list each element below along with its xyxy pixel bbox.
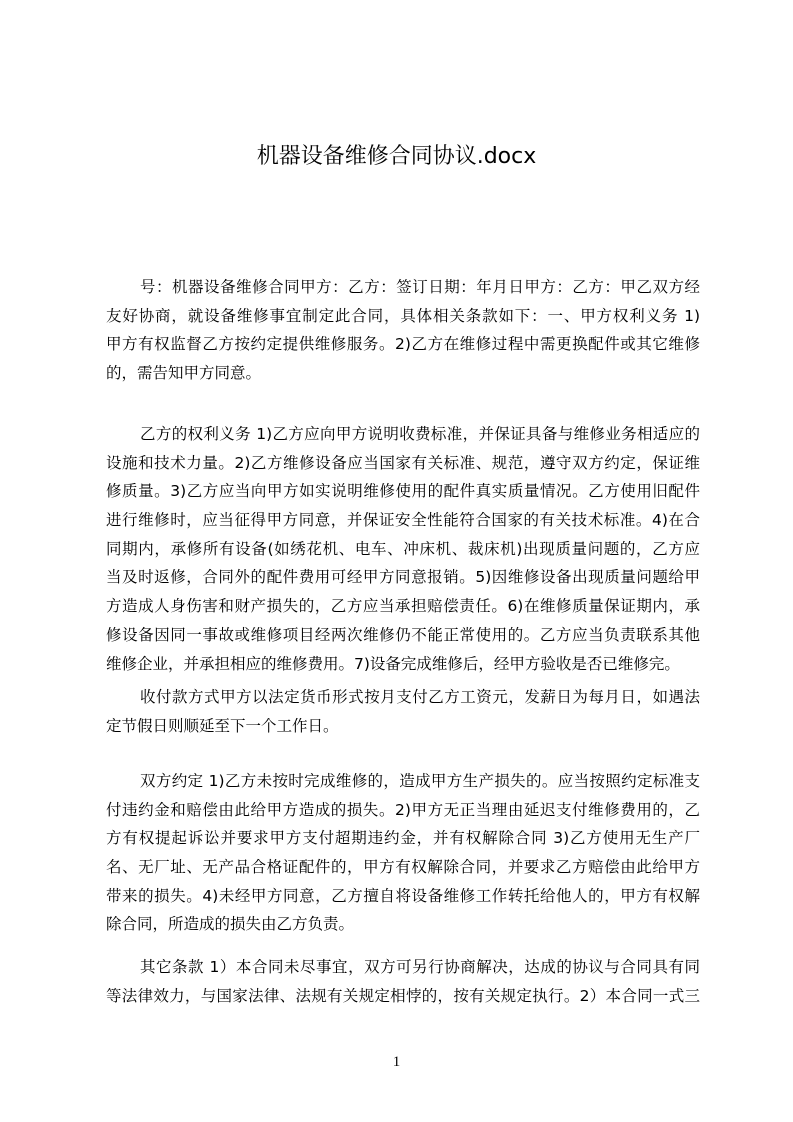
- paragraph: [106, 767, 700, 939]
- text-line: 设施和技术力量。2)乙方维修设备应当国家有关标准、规范，遵守双方约定，保证维: [106, 453, 700, 472]
- text-line: 号：机器设备维修合同甲方：乙方：签订日期：年月日甲方：乙方：甲乙双方经: [140, 278, 700, 296]
- text-line: 名、无厂址、无产品合格证配件的，甲方有权解除合同，并要求乙方赔偿由此给甲方: [106, 858, 700, 877]
- text-line: 除合同，所造成的损失由乙方负责。: [106, 915, 355, 934]
- text-line: 带来的损失。4)未经甲方同意，乙方擅自将设备维修工作转托给他人的，甲方有权解: [106, 886, 700, 905]
- document-title: 机器设备维修合同协议.docx: [256, 144, 537, 169]
- text-line: 友好协商，就设备维修事宜制定此合同，具体相关条款如下：一、甲方权利义务 1): [106, 306, 700, 325]
- text-line: 当及时返修，合同外的配件费用可经甲方同意报销。5)因维修设备出现质量问题给甲: [106, 568, 700, 587]
- page-number: 1: [392, 1054, 401, 1070]
- paragraph: [106, 953, 700, 1010]
- text-line: 方造成人身伤害和财产损失的，乙方应当承担赔偿责任。6)在维修质量保证期内，承: [106, 597, 700, 616]
- text-line: 方有权提起诉讼并要求甲方支付超期违约金，并有权解除合同 3)乙方使用无生产厂: [106, 829, 700, 848]
- text-line: 甲方有权监督乙方按约定提供维修服务。2)乙方在维修过程中需更换配件或其它维修: [106, 335, 700, 354]
- text-line: 收付款方式甲方以法定货币形式按月支付乙方工资元，发薪日为每月日，如遇法: [140, 688, 700, 706]
- text-line: 同期内，承修所有设备(如绣花机、电车、冲床机、裁床机)出现质量问题的，乙方应: [106, 539, 700, 558]
- text-line: 乙方的权利义务 1)乙方应向甲方说明收费标准，并保证具备与维修业务相适应的: [140, 425, 700, 443]
- text-line: 修设备因同一事故或维修项目经两次维修仍不能正常使用的。乙方应当负责联系其他: [106, 625, 700, 644]
- paragraph: [106, 683, 700, 740]
- text-line: 的，需告知甲方同意。: [106, 364, 262, 383]
- text-line: 等法律效力，与国家法律、法规有关规定相悖的，按有关规定执行。2）本合同一式三: [106, 986, 700, 1005]
- text-line: 定节假日则顺延至下一个工作日。: [106, 716, 339, 735]
- text-line: 修质量。3)乙方应当向甲方如实说明维修使用的配件真实质量情况。乙方使用旧配件: [106, 482, 700, 501]
- text-line: 进行维修时，应当征得甲方同意，并保证安全性能符合国家的有关技术标准。4)在合: [106, 511, 700, 530]
- text-line: 双方约定 1)乙方未按时完成维修的，造成甲方生产损失的。应当按照约定标准支: [140, 772, 700, 790]
- paragraph: [106, 420, 700, 678]
- text-line: 付违约金和赔偿由此给甲方造成的损失。2)甲方无正当理由延迟支付维修费用的，乙: [106, 800, 700, 819]
- text-line: 维修企业，并承担相应的维修费用。7)设备完成维修后，经甲方验收是否已维修完。: [106, 654, 680, 673]
- text-line: 其它条款 1）本合同未尽事宜，双方可另行协商解决，达成的协议与合同具有同: [140, 958, 700, 976]
- paragraph: [106, 273, 700, 388]
